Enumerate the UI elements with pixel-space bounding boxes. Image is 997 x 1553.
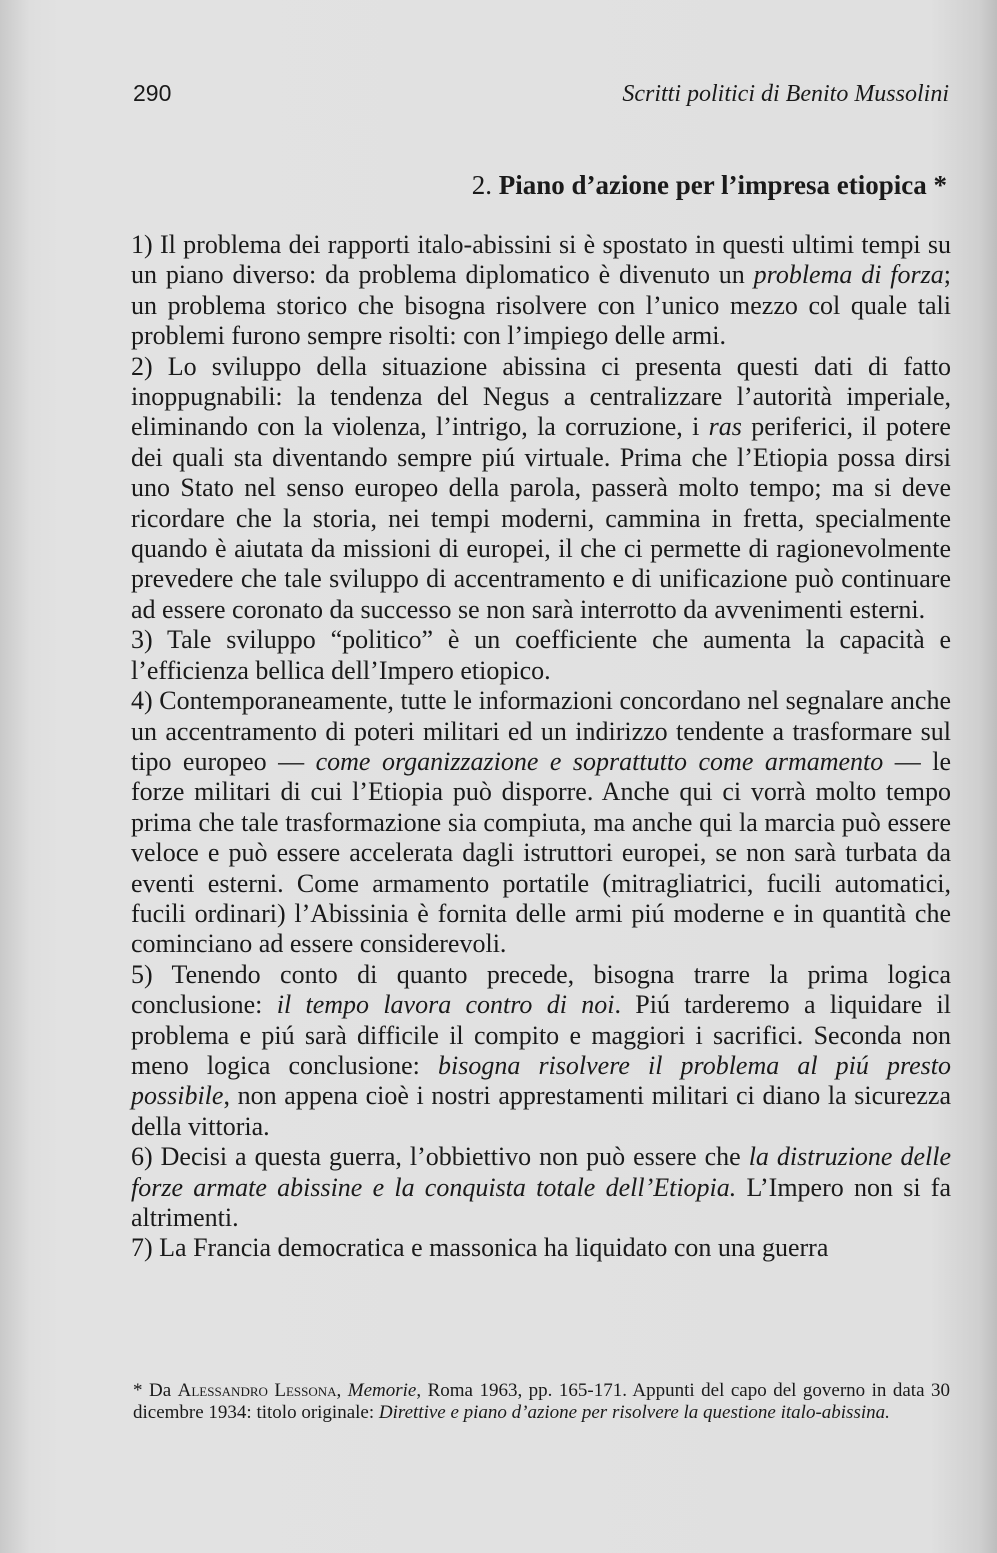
- emphasis: la distruzione delle forze armate abissine e la conquista totale dell’Etiopia.: [131, 1142, 951, 1202]
- body-text: [131, 230, 951, 1264]
- paragraph-text: 4) Contemporaneamente, tutte le informazioni concordano nel segnalare anche un accentramento di poteri militari ed un indirizzo tendente a trasformare sul tipo europeo —: [131, 686, 951, 776]
- paragraph-7: 7) La Francia democratica e massonica ha liquidato con una guerra: [131, 1233, 829, 1263]
- emphasis: problema di forza: [753, 260, 944, 290]
- section-title: Piano d’azione per l’impresa etiopica: [498, 170, 927, 200]
- running-title: Scritti politici di Benito Mussolini: [622, 81, 949, 107]
- footnote-text: , Roma 1963, pp. 165-171. Appunti del capo del governo in data 30 dicembre 1934: titolo originale:: [133, 1380, 950, 1423]
- paragraph-text: 5) Tenendo conto di quanto precede, bisogna trarre la prima logica conclusione:: [131, 959, 951, 1020]
- section-heading: [472, 170, 947, 201]
- emphasis: bisogna risolvere il problema al piú presto possibile: [131, 1050, 952, 1111]
- paragraph-text: . Piú tarderemo a liquidare il problema e piú sarà difficile il compito e maggiori i sacrifici. Seconda non meno logica conclusione:: [131, 990, 951, 1080]
- paragraph-6: [131, 1142, 951, 1233]
- paragraph-1: [131, 230, 951, 352]
- paragraph-text: , non appena cioè i nostri apprestamenti militari ci diano la sicurezza della vittoria.: [131, 1081, 951, 1141]
- paragraph-3: 3) Tale sviluppo “politico” è un coefficiente che aumenta la capacità e l’efficienza bellica dell’Impero etiopico.: [131, 625, 951, 685]
- footnote-mark: *: [933, 170, 947, 200]
- page-number: 290: [133, 80, 172, 106]
- footnote-text: * Da: [133, 1380, 178, 1401]
- footnote-original-title: Direttive e piano d’azione per risolvere la questione italo-abissina.: [378, 1402, 890, 1423]
- emphasis: ras: [708, 412, 742, 442]
- section-number: 2.: [471, 170, 493, 200]
- paragraph-text: 6) Decisi a questa guerra, l’obbiettivo non può essere che: [131, 1142, 749, 1172]
- running-header: [133, 80, 949, 112]
- paragraph-text: ; un problema storico che bisogna risolvere con l’unico mezzo col quale tali problemi furono sempre risolti: con l’impiego delle armi.: [131, 260, 951, 351]
- paragraph-text: L’Impero non si fa altrimenti.: [131, 1172, 951, 1232]
- paragraph-2: [131, 352, 951, 626]
- footnote-text: ,: [336, 1380, 348, 1401]
- paragraph-text: 1) Il problema dei rapporti italo-abissini si è spostato in questi ultimi tempi su un piano diverso: da problema diplomatico è divenuto un: [131, 230, 951, 290]
- footnote-work: Memorie: [347, 1380, 417, 1401]
- paragraph-4: [131, 686, 951, 960]
- paragraph-text: — le forze militari di cui l’Etiopia può disporre. Anche qui ci vorrà molto tempo prima che tale trasformazione sia compiuta, ma anche qui la marcia può essere veloce e può essere accelerata dagli istruttori europei, se non sarà turbata da eventi esterni. Come armamento portatile (mitragliatrici, fucili automatici, fucili ordinari) l’Abissinia è fornita delle armi piú moderne e in quantità che cominciano ad essere considerevoli.: [131, 746, 952, 959]
- footnote: [133, 1380, 950, 1424]
- footnote-author: Alessandro Lessona: [177, 1380, 337, 1401]
- emphasis: come organizzazione e soprattutto come armamento: [315, 746, 884, 776]
- emphasis: il tempo lavora contro di noi: [276, 990, 615, 1020]
- paragraph-5: [131, 960, 951, 1142]
- paragraph-text: 2) Lo sviluppo della situazione abissina ci presenta questi dati di fatto inoppugnabili: la tendenza del Negus a centralizzare l’autorità imperiale, eliminando con la violenza, l’intrigo, la corruzione, i: [131, 351, 951, 442]
- paragraph-text: periferici, il potere dei quali sta diventando sempre piú virtuale. Prima che l’Etiopia possa dirsi uno Stato nel senso europeo della parola, passerà molto tempo; ma si deve ricordare che la storia, nei tempi moderni, cammina in fretta, specialmente quando è aiutata da missioni di europei, il che ci permette di ragionevolmente prevedere che tale sviluppo di accentramento e di unificazione può continuare ad essere coronato da successo se non sarà interrotto da avvenimenti esterni.: [131, 412, 951, 624]
